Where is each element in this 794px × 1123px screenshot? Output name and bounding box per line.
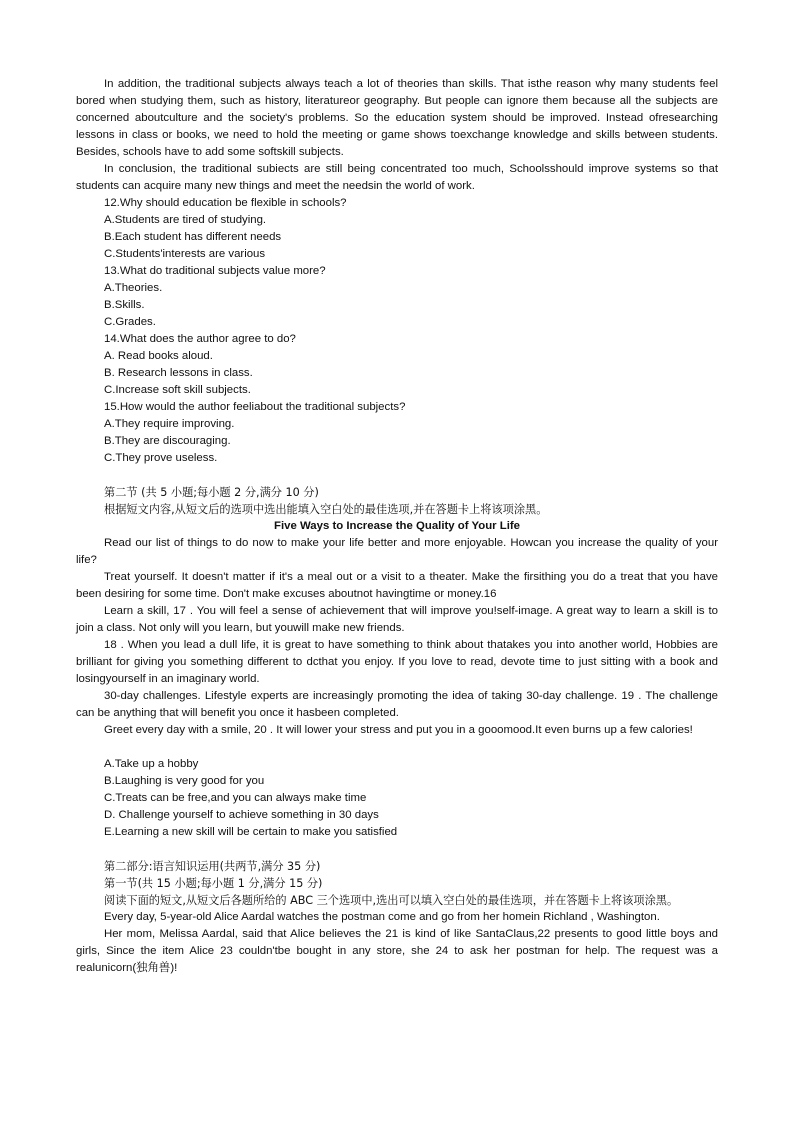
reading-passage-1 [76,76,718,467]
option-b: B.Laughing is very good for you [104,775,265,787]
section-subheading: 第一节(共 15 小题;每小题 1 分,满分 15 分) [104,877,323,890]
option-c: C.Increase soft skill subjects. [104,384,251,396]
option-a: A.Students are tired of studying. [104,214,267,226]
part-2-language-use [76,858,718,977]
question-12 [76,195,718,263]
spacer [76,467,718,484]
option-c: C.Students'interests are various [104,248,266,260]
section-instruction: 阅读下面的短文,从短文后各题所给的 ABC 三个选项中,选出可以填入空白处的最佳选项，并在答题卡上将该项涂黑。 [104,894,679,907]
option-a: A.Theories. [104,282,163,294]
exam-page [76,76,718,977]
question-text: 12.Why should education be flexible in schools? [104,197,347,209]
spacer [76,739,718,756]
spacer [76,841,718,858]
passage-paragraph: In conclusion, the traditional subiects are still being concentrated too much, Schoolsshould improve systems so that students can acquire many new things and meet the needsin the world of work. [76,163,718,192]
option-d: D. Challenge yourself to achieve something in 30 days [104,809,379,821]
question-15 [76,399,718,467]
option-c: C.They prove useless. [104,452,218,464]
passage-paragraph: 18 . When you lead a dull life, it is great to have something to think about thatakes you into another world, Hobbies are brilliant for giving you something different to dcthat you enjoy. If you love to read, devote time to just sitting with a book and losingyourself in an imaginary world. [76,639,718,685]
option-b: B.They are discouraging. [104,435,231,447]
option-c: C.Treats can be free,and you can always make time [104,792,367,804]
option-e: E.Learning a new skill will be certain to make you satisfied [104,826,398,838]
question-text: 15.How would the author feeliabout the traditional subjects? [104,401,406,413]
passage-paragraph: In addition, the traditional subjects always teach a lot of theories than skills. That isthe reason why many students feel bored when studying them, such as history, literatureor geography. But people can ignore them because all the subjects are concerned aboutculture and the society's problems. So the education system should be improved. Instead ofresearching lessons in class or books, we need to hold the meeting or game shows toexchange knowledge and skills between students. Besides, schools have to add some softskill subjects. [76,78,718,158]
passage-paragraph: Greet every day with a smile, 20 . It will lower your stress and put you in a gooomood.It even burns up a few calories! [104,724,693,736]
passage-paragraph: Her mom, Melissa Aardal, said that Alice believes the 21 is kind of like SantaClaus,22 presents to good little boys and girls, Since the item Alice 23 couldn'tbe bought in any store, she 24 to ask her postman for help. The request was a realunicorn(独角兽)! [76,928,718,974]
passage-title: Five Ways to Increase the Quality of Your Life [273,520,520,532]
section-2-seven-choose-five [76,484,718,841]
option-b: B. Research lessons in class. [104,367,253,379]
question-13 [76,263,718,331]
option-a: A.Take up a hobby [104,758,199,770]
passage-paragraph: Every day, 5-year-old Alice Aardal watches the postman come and go from her homein Richland , Washington. [104,911,660,923]
option-a: A.They require improving. [104,418,235,430]
answer-options [76,756,718,841]
passage-paragraph: Learn a skill, 17 . You will feel a sense of achievement that will improve you!self-image. A great way to learn a skill is to join a class. Not only will you learn, but youwill make new friends. [76,605,718,634]
part-heading: 第二部分:语言知识运用(共两节,满分 35 分) [104,860,321,873]
section-instruction: 根据短文内容,从短文后的选项中选出能填入空白处的最佳选项,并在答题卡上将该项涂黑。 [104,503,548,516]
section-heading: 第二节 (共 5 小题;每小题 2 分,满分 10 分) [104,486,319,499]
option-c: C.Grades. [104,316,156,328]
passage-paragraph: 30-day challenges. Lifestyle experts are increasingly promoting the idea of taking 30-day challenge. 19 . The challenge can be anything that will benefit you once it hasbeen completed. [76,690,718,719]
passage-paragraph: Treat yourself. It doesn't matter if it's a meal out or a visit to a theater. Make the firsithing you do a treat that you have been desiring for some time. Don't make excuses aboutnot havingtime or money.16 [76,571,718,600]
option-a: A. Read books aloud. [104,350,213,362]
question-text: 13.What do traditional subjects value more? [104,265,326,277]
question-14 [76,331,718,399]
option-b: B.Skills. [104,299,145,311]
option-b: B.Each student has different needs [104,231,282,243]
passage-paragraph: Read our list of things to do now to make your life better and more enjoyable. Howcan you increase the quality of your life? [76,537,718,566]
question-text: 14.What does the author agree to do? [104,333,296,345]
